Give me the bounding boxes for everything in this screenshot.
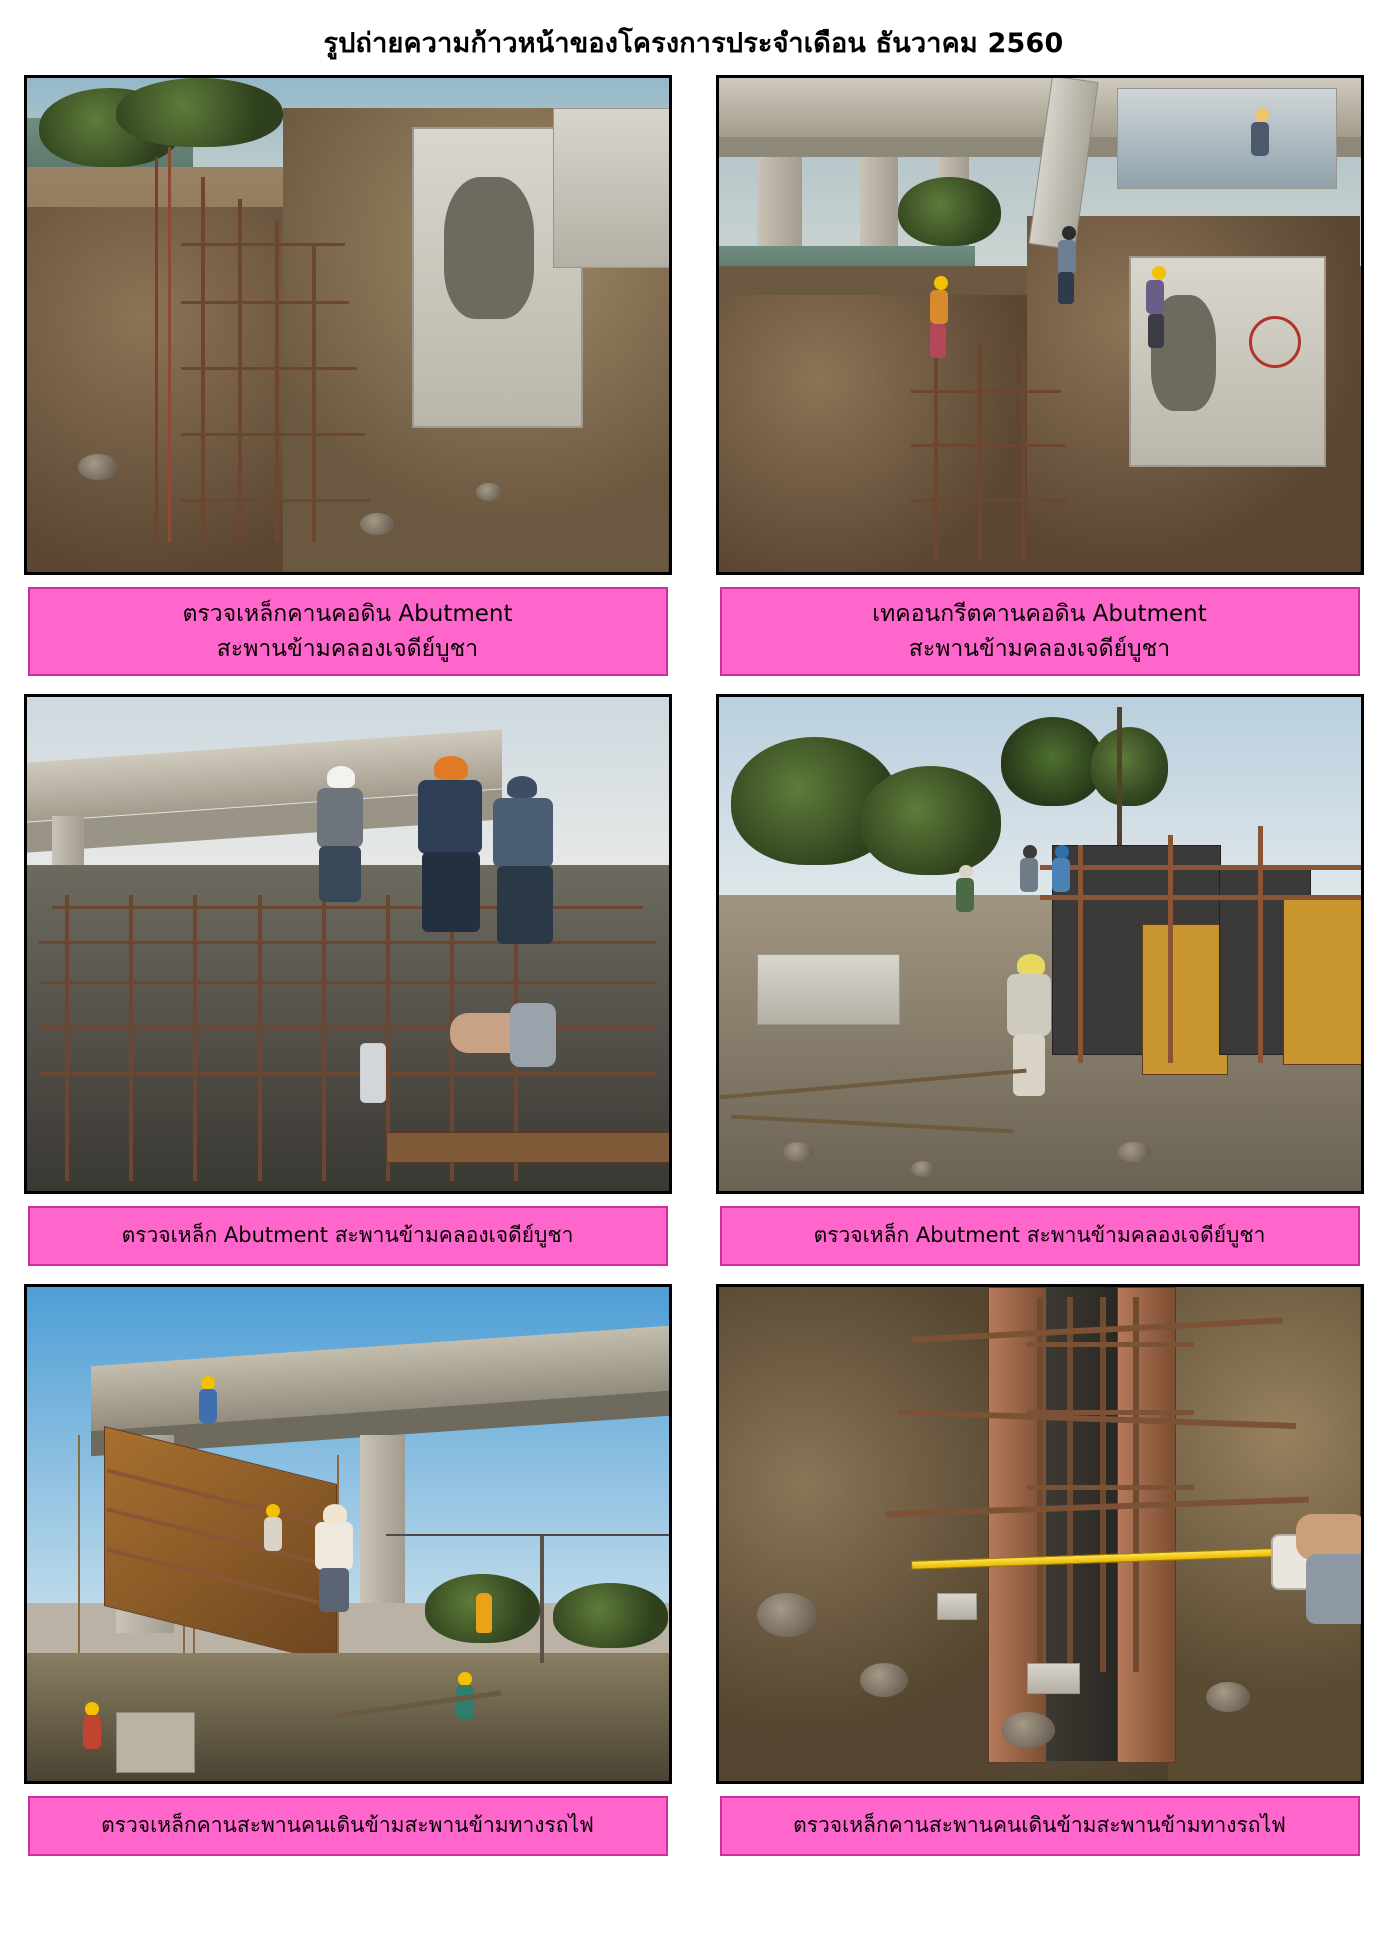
power-line <box>386 1534 671 1536</box>
worker <box>78 1702 106 1754</box>
worker <box>309 766 379 916</box>
water-bottle <box>360 1043 386 1103</box>
caption-5-line-1: ตรวจเหล็กคานสะพานคนเดินข้ามสะพานข้ามทางรถไฟ <box>101 1813 594 1838</box>
photo-3 <box>24 694 672 1194</box>
page-title: รูปถ่ายความก้าวหน้าของโครงการประจำเดือน ธันวาคม 2560 <box>323 28 1064 59</box>
photo-5 <box>24 1284 672 1784</box>
worker-hand <box>450 1003 560 1073</box>
worker <box>1014 845 1048 903</box>
caption-2-line-1: เทคอนกรีตคานคอดิน Abutment <box>872 601 1207 628</box>
caption-2 <box>720 587 1360 676</box>
worker <box>489 776 569 956</box>
photo-2 <box>716 75 1364 575</box>
worker <box>1001 954 1057 1104</box>
caption-6-line-1: ตรวจเหล็กคานสะพานคนเดินข้ามสะพานข้ามทางรถไฟ <box>793 1813 1286 1838</box>
rebar-cage <box>181 177 386 543</box>
photo-6 <box>716 1284 1364 1784</box>
caption-4-line-1: ตรวจเหล็ก Abutment สะพานข้ามคลองเจดีย์บูชา <box>813 1223 1266 1248</box>
photo-cell-5 <box>18 1284 678 1856</box>
palm-trunk <box>1117 707 1122 855</box>
caption-1 <box>28 587 668 676</box>
photo-4 <box>716 694 1364 1194</box>
worker <box>412 756 498 946</box>
rebar-cage <box>1027 1297 1194 1672</box>
photo-grid <box>36 75 1351 1874</box>
caption-1-line-2: สะพานข้ามคลองเจดีย์บูชา <box>216 635 479 662</box>
worker <box>258 1504 288 1558</box>
caption-6 <box>720 1796 1360 1856</box>
caption-3-line-1: ตรวจเหล็ก Abutment สะพานข้ามคลองเจดีย์บูชา <box>121 1223 574 1248</box>
worker <box>950 865 984 925</box>
worker <box>1245 108 1281 178</box>
worker <box>1046 845 1080 903</box>
caption-3 <box>28 1206 668 1266</box>
caption-2-line-2: สะพานข้ามคลองเจดีย์บูชา <box>908 635 1171 662</box>
caption-1-line-1: ตรวจเหล็กคานคอดิน Abutment <box>182 601 513 628</box>
rebar-cage <box>911 335 1078 562</box>
worker <box>193 1376 225 1432</box>
concrete-truck <box>1117 88 1337 189</box>
photo-cell-4 <box>710 694 1370 1266</box>
precast-block <box>757 954 900 1025</box>
worker <box>924 276 964 366</box>
worker-hand <box>1296 1514 1363 1634</box>
photo-cell-2 <box>710 75 1370 676</box>
caption-5 <box>28 1796 668 1856</box>
photo-cell-1 <box>18 75 678 676</box>
bridge-pier <box>360 1435 405 1603</box>
photo-cell-3 <box>18 694 678 1266</box>
worker <box>309 1504 357 1614</box>
photo-1 <box>24 75 672 575</box>
worker <box>1142 266 1182 358</box>
formwork-panel <box>1142 924 1227 1074</box>
worker <box>1052 226 1092 312</box>
warning-light <box>476 1593 492 1633</box>
utility-pole <box>540 1534 544 1662</box>
caption-4 <box>720 1206 1360 1266</box>
photo-cell-6 <box>710 1284 1370 1856</box>
formwork-panel <box>1283 895 1362 1065</box>
